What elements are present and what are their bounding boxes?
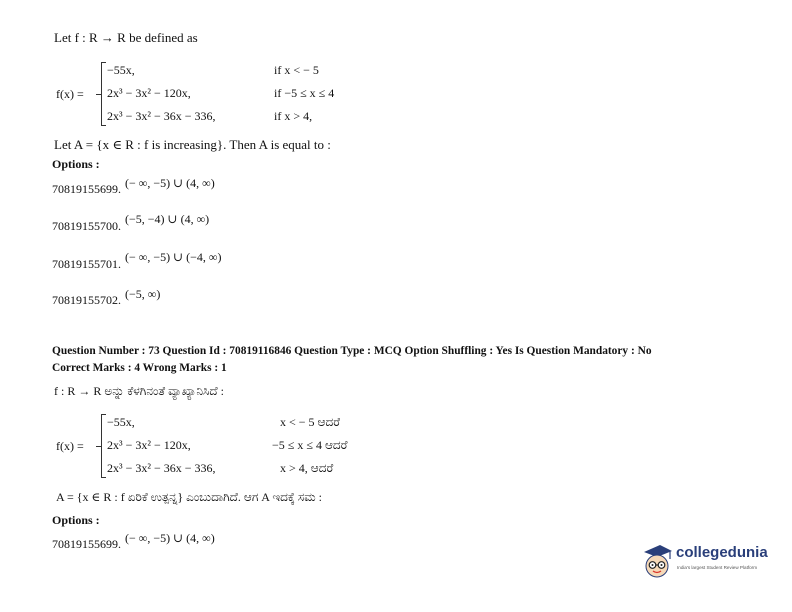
q1-case-1-expr: −55x,: [107, 63, 135, 77]
q2-case-3-cond: x > 4, ಆದರೆ: [280, 461, 334, 475]
q1-option-3-text[interactable]: (− ∞, −5) ∪ (−4, ∞): [125, 250, 222, 264]
q1-option-1-id: 70819155699.: [52, 182, 121, 196]
q1-option-4-text[interactable]: (−5, ∞): [125, 287, 161, 301]
logo-tagline: India's largest Student Review Platform: [677, 565, 758, 570]
q1-case-1-cond: if x < − 5: [274, 63, 319, 77]
q2-fx-label: f(x) =: [56, 439, 84, 453]
q1-fx-label: f(x) =: [56, 87, 84, 101]
q1-options-label: Options :: [52, 157, 100, 171]
q2-case-3-expr: 2x³ − 3x² − 36x − 336,: [107, 461, 216, 475]
q2-options-label: Options :: [52, 513, 100, 527]
q2-option-1-id: 70819155699.: [52, 537, 121, 551]
mascot-icon: [640, 542, 674, 580]
q1-brace-top: [101, 62, 106, 63]
q2-brace-top: [101, 414, 106, 415]
q1-case-2-cond: if −5 ≤ x ≤ 4: [274, 86, 335, 100]
q2-question: A = {x ∈ R : f ಏರಿಕೆ ಉತ್ಪನ್ನ} ಎಂಬುದಾಗಿದೆ. ಆಗ A ಇದಕ್ಕೆ ಸಮ :: [56, 490, 323, 504]
logo-brand: collegedunia: [676, 544, 768, 561]
q1-brace-mid: [96, 94, 101, 95]
q1-brace-bottom: [101, 125, 106, 126]
q1-option-2-text[interactable]: (−5, −4) ∪ (4, ∞): [125, 212, 210, 226]
q2-meta-line-1: Question Number : 73 Question Id : 70819116846 Question Type : MCQ Option Shuffling : Yes Is Question Mandatory : No: [52, 345, 652, 357]
q1-option-3-id: 70819155701.: [52, 257, 121, 271]
q1-option-1-text[interactable]: (− ∞, −5) ∪ (4, ∞): [125, 176, 215, 190]
q1-question: Let A = {x ∈ R : f is increasing}. Then A is equal to :: [54, 137, 331, 152]
q2-case-1-expr: −55x,: [107, 415, 135, 429]
q2-case-1-cond: x < − 5 ಆದರೆ: [280, 415, 341, 429]
q2-option-1-text[interactable]: (− ∞, −5) ∪ (4, ∞): [125, 531, 215, 545]
q2-brace: [101, 414, 102, 478]
q1-intro: Let f : R → R be defined as: [54, 30, 198, 45]
q1-case-2-expr: 2x³ − 3x² − 120x,: [107, 86, 191, 100]
q1-case-3-cond: if x > 4,: [274, 109, 313, 123]
q1-option-4-id: 70819155702.: [52, 293, 121, 307]
q1-option-2-id: 70819155700.: [52, 219, 121, 233]
q1-brace: [101, 62, 102, 126]
q2-case-2-cond: −5 ≤ x ≤ 4 ಆದರೆ: [272, 438, 348, 452]
q2-brace-bottom: [101, 477, 106, 478]
q2-intro: f : R → R ಅನ್ನು ಕೆಳಗಿನಂತೆ ವ್ಯಾಖ್ಯಾನಿಸಿದೆ :: [54, 384, 224, 398]
q2-case-2-expr: 2x³ − 3x² − 120x,: [107, 438, 191, 452]
q2-brace-mid: [96, 446, 101, 447]
q1-case-3-expr: 2x³ − 3x² − 36x − 336,: [107, 109, 216, 123]
q2-meta-line-2: Correct Marks : 4 Wrong Marks : 1: [52, 362, 227, 374]
collegedunia-logo: [640, 542, 770, 582]
